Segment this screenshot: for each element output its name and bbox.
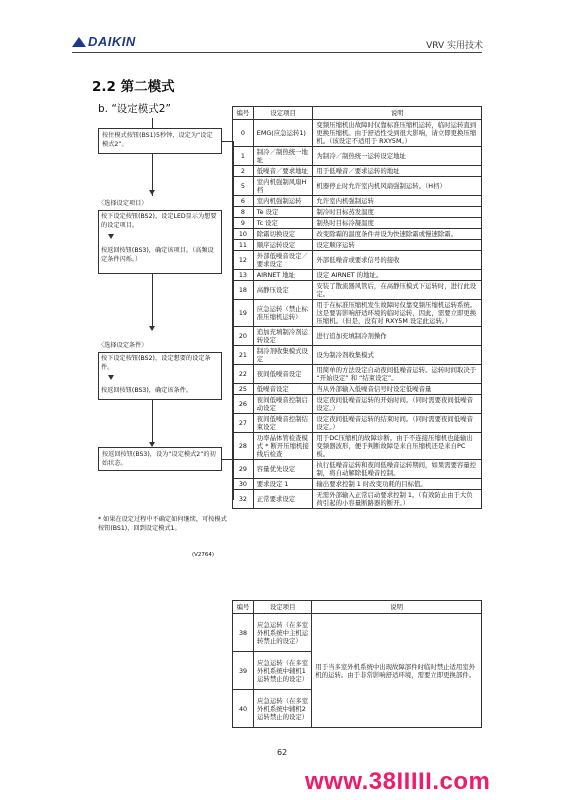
table-row [233,490,482,509]
table-row [233,166,482,177]
row-item: 正常要求设定 [253,490,313,509]
col-header-no: 编号 [233,107,254,120]
row-item: 制冷剂收集模式设定 [253,346,313,365]
row-no: 38 [233,614,254,652]
table-row [233,251,482,270]
section-title: 2.2 第二模式 [92,79,175,95]
row-no: 30 [233,479,254,490]
table-row [233,229,482,240]
row-no: 8 [233,207,254,218]
row-item: 夜间低噪音设定 [253,365,313,384]
row-desc: 用于低噪音／要求运转的地址 [313,166,482,177]
row-desc: 改变除霜的温度条件并设为快速除霜或慢速除霜。 [313,229,482,240]
row-item: 顺序运转设定 [253,240,313,251]
select-condition-step2: 按返回按钮(BS3)，确定该条件。 [101,387,193,394]
table-row [233,327,482,346]
row-no: 20 [233,327,254,346]
row-desc: 进行追加充填制冷剂操作 [313,327,482,346]
select-item-label: 〈选择设定项目〉 [98,200,148,207]
col-header-item: 设定项目 [254,601,312,614]
row-item: AIRNET 地址 [253,270,313,281]
row-desc: 执行低噪音运转和夜间低噪音运转期间，如果需要容量控制，将自动解除低噪音控制。 [313,460,482,479]
table-row [233,365,482,384]
table-row [233,479,482,490]
arrow-down-icon [149,190,155,195]
page-number: 62 [277,748,288,757]
row-desc: 无需外部输入正常启动要求控制 1。（有效防止由于大负荷引起的小容量断路器的断开。） [313,490,482,509]
row-item: 应急运转（在多室外机系统中辅机2运转禁止的设定） [254,690,312,728]
row-item: 容量优先设定 [253,460,313,479]
table-row [233,433,482,460]
row-item: 夜间低噪音控制结束设定 [253,414,313,433]
table-row [233,460,482,479]
row-item: Te 设定 [253,207,313,218]
row-no: 11 [233,240,254,251]
row-desc: 安装了散流器风管后，在高静压模式下运转时，进行此设定。 [313,281,482,300]
row-item: 夜间低噪音控制启动设定 [253,395,313,414]
row-desc: 用于DC压缩机的故障诊断。由于不连接压缩机也能输出变频器波形，便于判断故障是来自压缩机还是来自PC板。 [313,433,482,460]
row-no: 12 [233,251,254,270]
row-desc: 设定夜间低噪音运转的结束时间。（同时需要夜间低噪音设定。） [313,414,482,433]
row-desc: 设为制冷剂收集模式 [313,346,482,365]
col-header-no: 编号 [233,601,254,614]
row-desc: 用简单的方法设定自动夜间低噪音运转。运转时间取决于 “开始设定” 和 “结束设定”。 [313,365,482,384]
row-no: 39 [233,652,254,690]
row-item: 低噪音设定 [253,384,313,395]
table-row [233,346,482,365]
table-row [233,240,482,251]
row-no: 1 [233,147,254,166]
row-item: 低噪音／要求地址 [253,166,313,177]
table-row [233,384,482,395]
row-desc: 制热时目标冷凝温度 [313,218,482,229]
row-desc: 变频压缩机出故障时仅靠标准压缩机运转，临时运转直到更换压缩机。由于舒适性受到很大影响，请立即更换压缩机。（该设定不适用于 RXY5M。） [313,120,482,147]
row-no: 28 [233,433,254,460]
flow-connector [152,118,153,128]
row-desc: 设定顺序运转 [313,240,482,251]
row-no: 25 [233,384,254,395]
table-row [233,147,482,166]
row-item: 外部低噪音设定／要求设定 [253,251,313,270]
flow-connector [152,274,153,330]
row-desc: 用于在标准压缩机发生故障时仅靠变频压缩机运转系统。这是要害影响舒适环境的临时运转，因此，需要立即更换压缩机。（但是，没有对 RXY5M 设定此运转。） [313,300,482,327]
col-header-item: 设定项目 [253,107,313,120]
row-item: 制冷／制热统一地址 [253,147,313,166]
row-desc: 机器停止时允许室内机风扇强制运转。（H档） [313,177,482,196]
row-item: EMG(应急运转1) [253,120,313,147]
row-no: 32 [233,490,254,509]
settings-table-body [233,120,482,509]
row-no: 19 [233,300,254,327]
table-header-row [233,601,482,614]
row-no: 29 [233,460,254,479]
row-desc: 外部低噪音或要求信号的接收 [313,251,482,270]
table-row [233,414,482,433]
row-item: 追加充填制冷剂运转设定 [253,327,313,346]
row-item: Tc 设定 [253,218,313,229]
table-row [233,218,482,229]
select-condition-label: 〈选择设定条件〉 [98,342,148,349]
table-row [233,395,482,414]
header-divider [72,52,482,53]
row-item: 室内机强制风扇H档 [253,177,313,196]
row-desc: 当从外部输入低噪音信号时设定低噪音量 [313,384,482,395]
brand-logo [72,34,136,49]
select-item-step2: 按返回按钮(BS3)，确定该项目。（高频设定条件闪烁。） [101,247,214,263]
row-item: 要求设定 1 [253,479,313,490]
table-row [233,270,482,281]
settings-table [232,106,482,509]
row-desc: 设定 AIRNET 的地址。 [313,270,482,281]
sub-title: b. “设定模式2” [98,103,171,115]
row-desc: 允许室内机强制运转 [313,196,482,207]
select-item-step1: 按下设定按钮(BS2)，设定LED显示为想要的设定项目。 [101,213,217,229]
watermark: www.38IIIII.com [305,768,491,795]
row-no: 26 [233,395,254,414]
row-desc: 用于当多室外机系统中出现故障部件时临时禁止适用室外机的运转。由于非常影响舒适环境，需要立即更换部件。 [312,614,482,728]
figure-code: (V2764) [192,552,215,558]
row-item: 高静压设定 [253,281,313,300]
table-row [233,177,482,196]
flow-box-enter-mode: 按住模式按钮(BS1)5秒钟，设定为“设定模式2”。 [98,128,222,154]
doc-title: VRV 实用技术 [426,41,483,51]
arrow-down-icon [149,326,155,331]
row-item: 功率晶体管检查模式 * 断开压缩机接线后检查 [253,433,313,460]
row-item: 应急运转（在多室外机系统中辅机1运转禁止的设定） [254,652,312,690]
row-no: 6 [233,196,254,207]
table-row [233,196,482,207]
table-row [233,207,482,218]
row-no: 40 [233,690,254,728]
arrow-down-icon [108,375,114,380]
row-no: 5 [233,177,254,196]
col-header-desc: 说明 [313,107,482,120]
flow-connector [152,400,153,446]
row-item: 室内机强制运转 [253,196,313,207]
row-no: 21 [233,346,254,365]
flow-box-return: 按返回按钮(BS3)，设为“设定模式2”的初始状态。 [98,447,222,471]
flow-note: * 如果在设定过程中不确定如何继续，可按模式按钮(BS1)，回到设定模式1。 [98,516,227,532]
row-desc: 制冷时目标蒸发温度 [313,207,482,218]
table-row [233,300,482,327]
brand-name: DAIKIN [88,34,136,49]
col-header-desc: 说明 [312,601,482,614]
row-no: 9 [233,218,254,229]
emergency-table [232,600,482,728]
table-row [233,614,482,652]
table-row [233,120,482,147]
row-no: 18 [233,281,254,300]
row-no: 13 [233,270,254,281]
daikin-logo-icon [72,37,86,47]
row-no: 10 [233,229,254,240]
row-item: 应急运转（在多室外机系统中主机运转禁止的设定） [254,614,312,652]
arrow-down-icon [108,234,114,239]
row-desc: 为制冷／制热统一运转设定地址 [313,147,482,166]
row-no: 27 [233,414,254,433]
emergency-table-body [233,614,482,728]
row-no: 2 [233,166,254,177]
select-condition-step1: 按下设定按钮(BS2)，设定想要的设定条件。 [101,355,211,371]
row-no: 22 [233,365,254,384]
row-desc: 设定夜间低噪音运转的开始时间。（同时需要夜间低噪音设定。） [313,395,482,414]
row-item: 应急运转（禁止标准压缩机运转） [253,300,313,327]
row-desc: 输出要求控制 1 时改变功耗的目标值。 [313,479,482,490]
row-no: 0 [233,120,254,147]
table-row [233,281,482,300]
table-header-row [233,107,482,120]
row-item: 除霜切换设定 [253,229,313,240]
